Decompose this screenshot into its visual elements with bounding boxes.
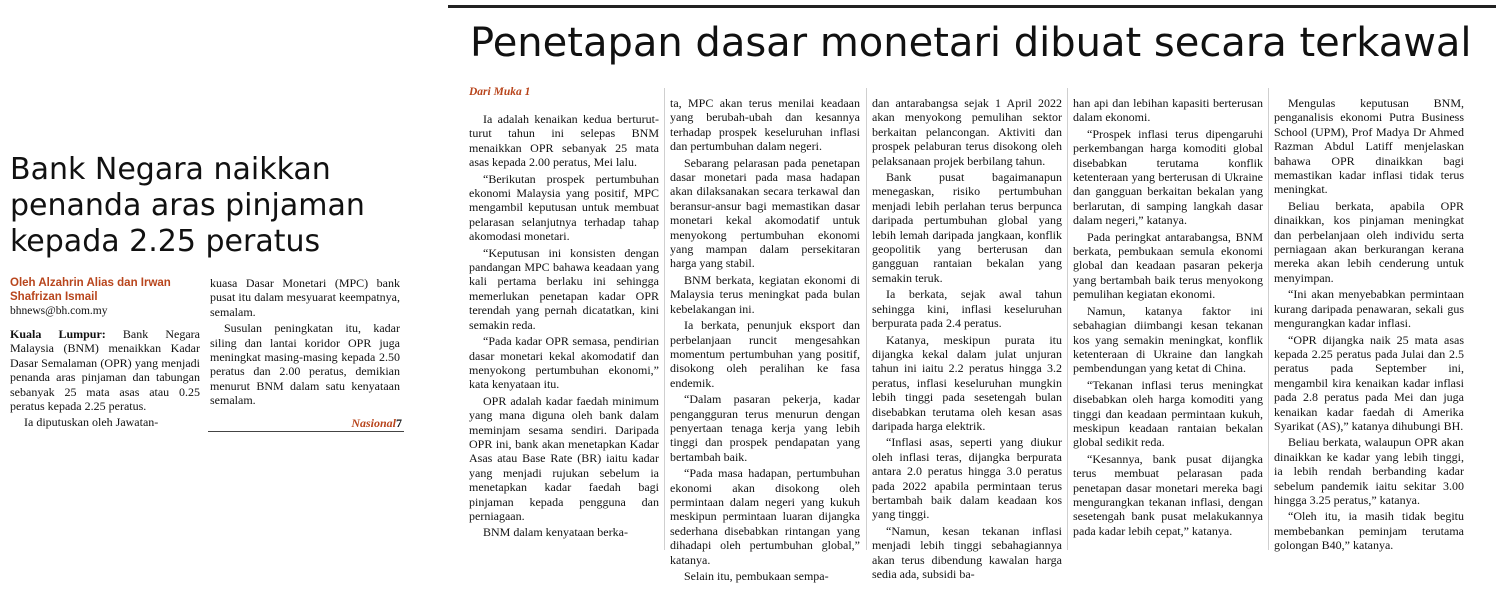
paragraph: Namun, katanya faktor ini sebahagian diimbangi kesan tekanan kos yang semakin meningkat, konflik ketenteraan di Ukraine dan langkah pembendungan yang ketat di China. xyxy=(1073,303,1263,376)
paragraph: Beliau berkata, walaupun OPR akan dinaikkan ke kadar yang lebih tinggi, ia lebih rendah berbanding kadar sebelum pandemik iaitu sekitar 3.00 hingga 3.25 peratus,” katanya. xyxy=(1274,435,1464,507)
jump-section-label: Nasional xyxy=(351,416,396,430)
top-rule xyxy=(448,5,1496,8)
left-article-divider xyxy=(208,431,404,432)
paragraph: “Tekanan inflasi terus meningkat disebabkan oleh harga komoditi yang tinggi dan keadaan permintaan kukuh, meskipun keadaan rantaian bekalan global sedikit reda. xyxy=(1073,377,1263,450)
column-divider xyxy=(664,88,665,550)
paragraph: “Pada masa hadapan, pertumbuhan ekonomi akan disokong oleh permintaan dalam negeri yang kukuh meskipun permintaan luaran dijangka sederhana disebabkan rintangan yang dihadapi oleh pertumbuhan global,” katanya. xyxy=(670,466,860,567)
left-article-column-1 xyxy=(10,327,200,432)
main-article-column-3 xyxy=(872,96,1062,583)
left-article-email: bhnews@bh.com.my xyxy=(10,305,108,317)
paragraph: BNM dalam kenyataan berka- xyxy=(483,525,628,540)
paragraph: “Ini akan menyebabkan permintaan kurang daripada penawaran, sekali gus mengurangkan kadar inflasi. xyxy=(1274,287,1464,331)
paragraph: Sebarang pelarasan pada penetapan dasar monetari pada masa hadapan akan dilaksanakan secara terkawal dan beransur-ansur bagi memastikan dasar monetari kekal akomodatif untuk menyokong pertumbuhan ekonomi yang mampan dalam persekitaran harga yang stabil. xyxy=(670,155,860,271)
paragraph: Ia berkata, penunjuk eksport dan perbelanjaan runcit mengesahkan momentum pertumbuhan yang positif, disokong oleh peralihan ke fasa endemik. xyxy=(670,318,860,390)
left-article-paragraph: Susulan peningkatan itu, kadar siling dan lantai koridor OPR juga meningkat masing-masing kepada 2.50 peratus dan 2.00 peratus, demikian menurut BNM dalam satu kenyataan semalam. xyxy=(210,321,400,408)
paragraph: Ia berkata, sejak awal tahun sehingga kini, inflasi keseluruhan berpurata pada 2.4 peratus. xyxy=(872,287,1062,331)
left-article-paragraph: kuasa Dasar Monetari (MPC) bank pusat itu dalam mesyuarat keempatnya, semalam. xyxy=(210,276,400,319)
main-article-headline: Penetapan dasar monetari dibuat secara terkawal xyxy=(470,20,1472,66)
paragraph: “Dalam pasaran pekerja, kadar pengangguran terus menurun dengan penyertaan tenaga kerja yang lebih tinggi dan prospek pendapatan yang bertambah baik. xyxy=(670,392,860,464)
paragraph: han api dan lebihan kapasiti berterusan dalam ekonomi. xyxy=(1073,96,1263,125)
jump-page-number: 7 xyxy=(396,416,402,430)
left-article-byline: Oleh Alzahrin Alias dan Irwan Shafrizan Ismail xyxy=(10,277,171,303)
paragraph: Ia adalah kenaikan kedua berturut-turut tahun ini selepas BNM menaikkan OPR sebanyak 25 mata asas kepada 2.00 peratus, Mei lalu. xyxy=(469,112,659,170)
paragraph: Bank pusat bagaimanapun menegaskan, risiko pertumbuhan menjadi lebih perlahan terus berpunca daripada pertumbuhan global yang lebih lemah daripada jangkaan, konflik geopolitik yang berterusan dan gangguan rantaian bekalan yang semakin teruk. xyxy=(872,170,1062,285)
paragraph: “OPR dijangka naik 25 mata asas kepada 2.25 peratus pada Julai dan 2.5 peratus pada September ini, mengambil kira kenaikan kadar inflasi pada 2.8 peratus pada Mei dan juga kenaikan kadar faedah di Amerika Syarikat (AS),” katanya dihubungi BH. xyxy=(1274,332,1464,433)
left-article-column-2 xyxy=(210,276,400,410)
main-article-column-5 xyxy=(1274,96,1464,555)
main-article-column-2 xyxy=(670,96,860,585)
column-divider xyxy=(866,88,867,550)
left-article-paragraph: Kuala Lumpur: Bank Negara Malaysia (BNM) menaikkan Kadar Dasar Semalaman (OPR) yang menjadi penanda aras pinjaman dan tabungan sebanyak 25 mata asas atau 0.25 peratus kepada 2.25 peratus. xyxy=(10,327,200,414)
dateline: Kuala Lumpur: xyxy=(10,327,106,341)
paragraph: Pada peringkat antarabangsa, BNM berkata, pembukaan semula ekonomi global dan keadaan pasaran pekerja yang bertambah baik terus menyokong pemulihan kegiatan ekonomi. xyxy=(1073,229,1263,302)
main-article-column-4 xyxy=(1073,96,1263,540)
paragraph: Mengulas keputusan BNM, penganalisis ekonomi Putra Business School (UPM), Prof Madya Dr Ahmed Razman Abdul Latiff menjelaskan bahawa OPR dinaikkan bagi memastikan kadar inflasi tidak terus meningkat. xyxy=(1274,96,1464,197)
continued-from-label: Dari Muka 1 xyxy=(469,86,531,98)
column-divider xyxy=(1067,88,1068,550)
paragraph: “Pada kadar OPR semasa, pendirian dasar monetari kekal akomodatif dan menyokong pertumbuhan ekonomi,” kata kenyataan itu. xyxy=(469,334,659,392)
paragraph: BNM berkata, kegiatan ekonomi di Malaysia terus meningkat pada bulan kebelakangan ini. xyxy=(670,272,860,316)
paragraph: “Keputusan ini konsisten dengan pandangan MPC bahawa keadaan yang kali pertama berlaku ini sehingga memerlukan penetapan kadar OPR terendah yang pernah dicatatkan, kini semakin reda. xyxy=(469,245,659,332)
jump-reference xyxy=(310,416,402,431)
main-article-column-1 xyxy=(469,112,659,542)
paragraph: “Oleh itu, ia masih tidak begitu membebankan peminjam terutama golongan B40,” katanya. xyxy=(1274,509,1464,553)
paragraph: Katanya, meskipun purata itu dijangka kekal dalam julat unjuran tahun ini iaitu 2.2 peratus hingga 3.2 peratus, inflasi keseluruhan mungkin lebih tinggi pada sesetengah bulan disebabkan terutama oleh kesan asas daripada harga elektrik. xyxy=(872,332,1062,433)
left-article-headline: Bank Negara naikkan penanda aras pinjaman kepada 2.25 peratus xyxy=(10,152,365,259)
paragraph: “Inflasi asas, seperti yang diukur oleh inflasi teras, dijangka berpurata antara 2.0 peratus hingga 3.0 peratus pada 2022 apabila permintaan terus bertambah baik dalam keadaan kos yang tinggi. xyxy=(872,435,1062,522)
paragraph: “Berikutan prospek pertumbuhan ekonomi Malaysia yang positif, MPC mengambil keputusan untuk membuat pelarasan selanjutnya terhadap tahap akomodasi monetari. xyxy=(469,171,659,244)
column-divider xyxy=(1268,88,1269,550)
paragraph: “Namun, kesan tekanan inflasi menjadi lebih tinggi sebahagiannya akan terus dibendung kawalan harga sedia ada, subsidi ba- xyxy=(872,523,1062,581)
left-article-paragraph: Ia diputuskan oleh Jawatan- xyxy=(24,415,159,430)
paragraph: dan antarabangsa sejak 1 April 2022 akan menyokong pemulihan sektor berkaitan pelancongan. Aktiviti dan prospek pelaburan terus disokong oleh pelaksanaan projek berbilang tahun. xyxy=(872,96,1062,168)
paragraph: “Kesannya, bank pusat dijangka terus membuat pelarasan pada penetapan dasar monetari mereka bagi mengurangkan tekanan inflasi, dengan sesetengah bank pusat melakukannya pada kadar lebih cepat,” katanya. xyxy=(1073,451,1263,538)
paragraph: Selain itu, pembukaan sempa- xyxy=(684,569,829,583)
paragraph: OPR adalah kadar faedah minimum yang mana diguna oleh bank dalam meminjam sesama sendiri. Daripada OPR ini, bank akan menetapkan Kadar Asas atau Base Rate (BR) iaitu kadar yang menjadi rujukan sebelum ia menetapkan kadar faedah bagi pinjaman kepada pengguna dan perniagaan. xyxy=(469,393,659,523)
paragraph: Beliau berkata, apabila OPR dinaikkan, kos pinjaman meningkat dan perbelanjaan oleh individu serta perniagaan akan berkurangan kerana mereka akan lebih cenderung untuk menyimpan. xyxy=(1274,198,1464,285)
paragraph: ta, MPC akan terus menilai keadaan yang berubah-ubah dan kesannya terhadap prospek keseluruhan inflasi dan pertumbuhan dalam negeri. xyxy=(670,96,860,154)
paragraph: “Prospek inflasi terus dipengaruhi perkembangan harga komoditi global disebabkan terutama konflik ketenteraan yang berterusan di Ukraine dan gangguan berkaitan bekalan yang berlarutan, di samping langkah dasar dalam negeri,” katanya. xyxy=(1073,126,1263,228)
